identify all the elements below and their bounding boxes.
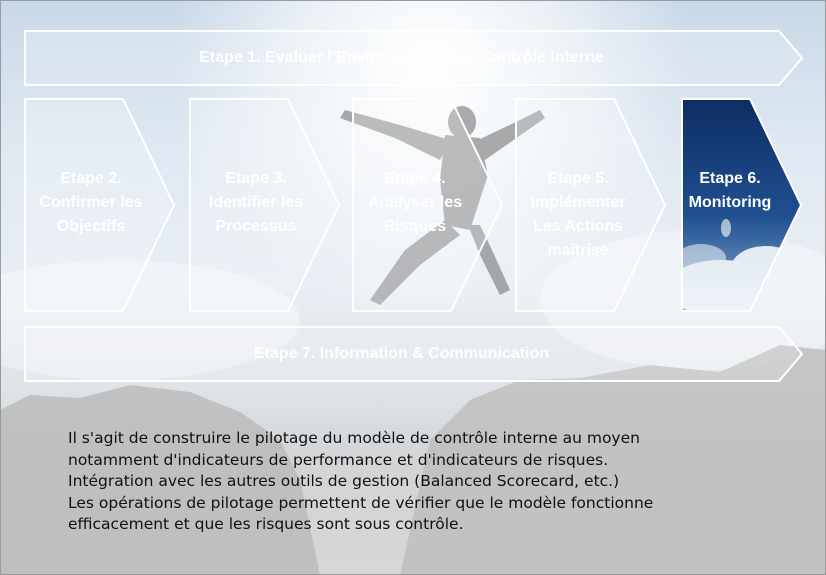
step2-arrow [24, 98, 176, 312]
description-line: Les opérations de pilotage permettent de vérifier que le modèle fonctionne [68, 493, 654, 512]
step3-label [181, 167, 331, 239]
step7-label: Etape 7. Information & Communication [253, 345, 550, 362]
step3-line1: Etape 3. [225, 170, 287, 187]
step6-arrow-active [681, 98, 803, 312]
step6-line1: Etape 6. [699, 170, 761, 187]
step4-arrow [352, 98, 504, 312]
step2-line3: Objectifs [56, 218, 126, 235]
step4-label [340, 167, 490, 239]
description-text [68, 428, 788, 536]
step3-line2: Identifier les [208, 194, 304, 211]
description-line: efficacement et que les risques sont sous contrôle. [68, 515, 464, 533]
step7-arrow [24, 326, 804, 382]
description-line: notamment d'indicateurs de performance et d'indicateurs de risques. [68, 450, 609, 469]
step5-label [503, 167, 653, 263]
step6-label [675, 167, 785, 215]
description-line: Intégration avec les autres outils de gestion (Balanced Scorecard, etc.) [68, 472, 620, 490]
step2-line2: Confirmer les [39, 194, 143, 211]
step1-arrow [24, 30, 804, 86]
step5-arrow [515, 98, 667, 312]
description-line: Il s'agit de construire le pilotage du modèle de contrôle interne au moyen [68, 429, 640, 447]
step3-line3: Processus [215, 218, 297, 235]
step3-arrow [189, 98, 341, 312]
step1-label: Etape 1. Evaluer l’Environnement de Contrôle interne [199, 49, 604, 66]
step2-label [16, 167, 166, 239]
step6-line2: Monitoring [688, 194, 772, 211]
step5-line4: maîtrise [547, 242, 609, 259]
step4-line2: Analyser les [367, 194, 463, 211]
step5-line2: Implémenter [530, 194, 626, 211]
step5-line3: Les Actions [532, 218, 624, 235]
step5-line1: Etape 5. [547, 170, 609, 187]
step4-line1: Etape 4. [384, 170, 446, 187]
step4-line3: Risques [383, 218, 447, 235]
step2-line1: Etape 2. [60, 170, 122, 187]
